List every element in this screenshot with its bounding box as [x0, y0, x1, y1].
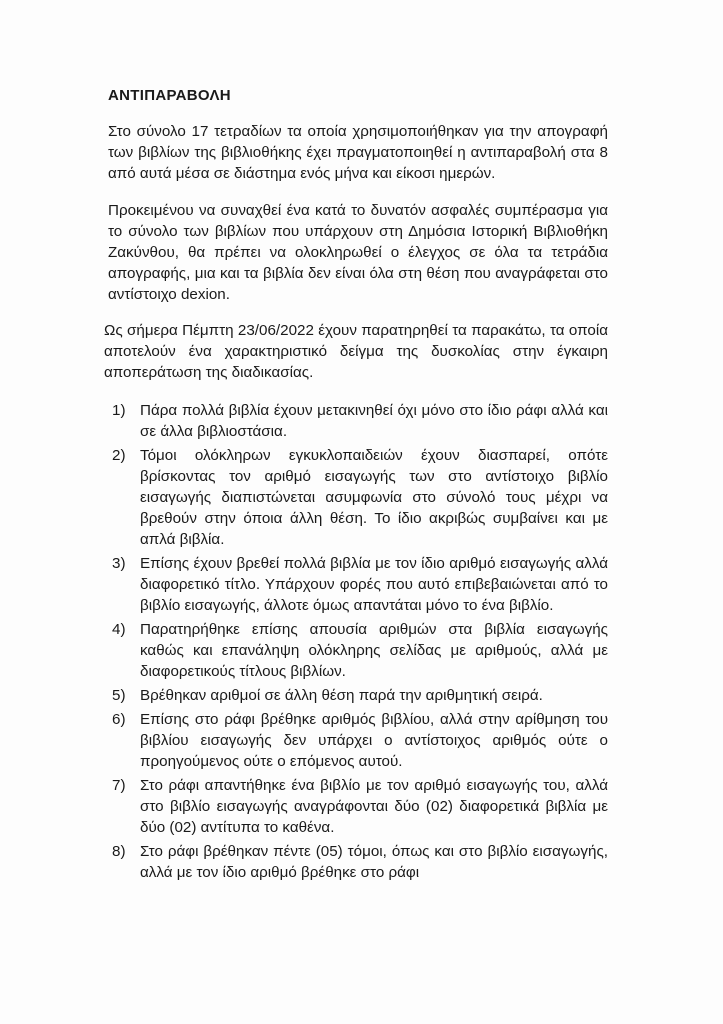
list-item [108, 553, 608, 616]
list-item-number: 7) [112, 777, 126, 794]
list-item [108, 445, 608, 550]
list-item-number: 1) [112, 402, 126, 419]
list-item-number: 4) [112, 621, 126, 638]
observations-list [108, 400, 608, 886]
list-item-text: Τόμοι ολόκληρων εγκυκλοπαιδειών έχουν διασπαρεί, οπότε βρίσκοντας τον αριθμό εισαγωγής των στο αντίστοιχο βιβλίο εισαγωγής διαπιστώνεται ασυμφωνία στο σύνολό τους μέχρι να βρεθούν στην όποια άλλη θέση. Το ίδιο ακριβώς συμβαίνει και με απλά βιβλία. [140, 447, 608, 548]
list-item-number: 8) [112, 843, 126, 860]
paragraph-2: Προκειμένου να συναχθεί ένα κατά το δυνατόν ασφαλές συμπέρασμα για το σύνολο των βιβλίων που υπάρχουν στη Δημόσια Ιστορική Βιβλιοθήκη Ζακύνθου, θα πρέπει να ολοκληρωθεί ο έλεγχος σε όλα τα τετράδια απογραφής, μια και τα βιβλία δεν είναι όλα στη θέση που αναγράφεται στο αντίστοιχο dexion. [108, 202, 608, 303]
list-item [108, 400, 608, 442]
list-item-text: Πάρα πολλά βιβλία έχουν μετακινηθεί όχι μόνο στο ίδιο ράφι αλλά και σε άλλα βιβλιοστάσια. [140, 402, 608, 440]
list-item [108, 619, 608, 682]
list-item [108, 709, 608, 772]
list-item-text: Στο ράφι βρέθηκαν πέντε (05) τόμοι, όπως και στο βιβλίο εισαγωγής, αλλά με τον ίδιο αριθμό βρέθηκε στο ράφι [140, 843, 608, 881]
list-item-text: Στο ράφι απαντήθηκε ένα βιβλίο με τον αριθμό εισαγωγής του, αλλά στο βιβλίο εισαγωγής αναγράφονται δύο (02) διαφορετικά βιβλία με δύο (02) αντίτυπα το καθένα. [140, 777, 608, 836]
list-item [108, 841, 608, 883]
list-item-number: 3) [112, 555, 126, 572]
paragraph-1: Στο σύνολο 17 τετραδίων τα οποία χρησιμοποιήθηκαν για την απογραφή των βιβλίων της βιβλιοθήκης έχει πραγματοποιηθεί η αντιπαραβολή στα 8 από αυτά μέσα σε διάστημα ενός μήνα και είκοσι ημερών. [108, 123, 608, 182]
list-item [108, 685, 608, 706]
list-item-text: Επίσης στο ράφι βρέθηκε αριθμός βιβλίου, αλλά στην αρίθμηση του βιβλίου εισαγωγής δεν υπάρχει ο αντίστοιχος αριθμός ούτε ο προηγούμενος ούτε ο επόμενος αυτού. [140, 711, 608, 770]
list-item-number: 6) [112, 711, 126, 728]
list-item-number: 5) [112, 687, 126, 704]
paragraph-3: Ως σήμερα Πέμπτη 23/06/2022 έχουν παρατηρηθεί τα παρακάτω, τα οποία αποτελούν ένα χαρακτηριστικό δείγμα της δυσκολίας στην έγκαιρη αποπεράτωση της διαδικασίας. [104, 322, 608, 381]
list-item-text: Παρατηρήθηκε επίσης απουσία αριθμών στα βιβλία εισαγωγής καθώς και επανάληψη ολόκληρης σελίδας με αριθμούς, αλλά με διαφορετικούς τίτλους βιβλίων. [140, 621, 608, 680]
list-item [108, 775, 608, 838]
list-item-text: Επίσης έχουν βρεθεί πολλά βιβλία με τον ίδιο αριθμό εισαγωγής αλλά διαφορετικό τίτλο. Υπάρχουν φορές που αυτό επιβεβαιώνεται από το βιβλίο εισαγωγής, άλλοτε όμως απαντάται μόνο το ένα βιβλίο. [140, 555, 608, 614]
list-item-text: Βρέθηκαν αριθμοί σε άλλη θέση παρά την αριθμητική σειρά. [140, 687, 543, 704]
list-item-number: 2) [112, 447, 126, 464]
document-title: ΑΝΤΙΠΑΡΑΒΟΛΗ [108, 87, 231, 104]
